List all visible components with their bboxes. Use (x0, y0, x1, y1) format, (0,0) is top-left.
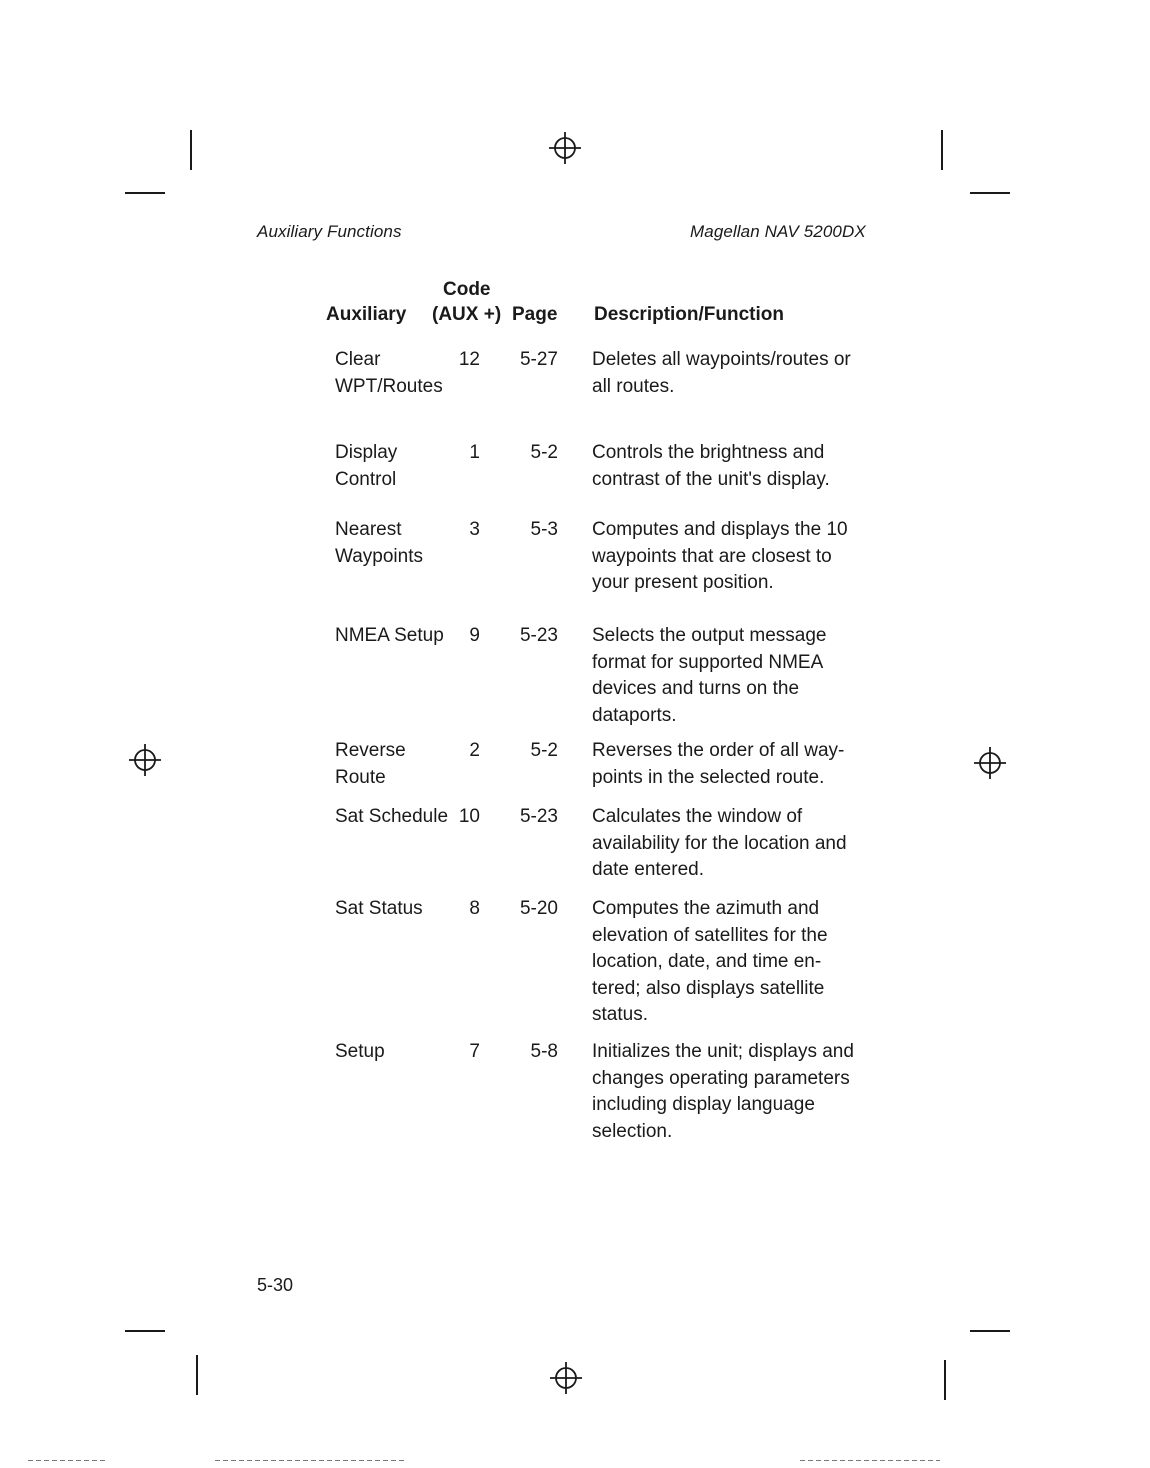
crop-mark-bottom-right-horizontal (970, 1330, 1010, 1332)
row-description: Initializes the unit; displays and changes operating parameters including display language selection. (592, 1041, 854, 1142)
crop-mark-bottom-left-vertical (196, 1355, 198, 1395)
scan-edge-artifact (800, 1460, 940, 1461)
running-header-section: Auxiliary Functions (257, 222, 402, 241)
row-code: 2 (469, 740, 480, 761)
row-description: Calculates the window of availability for the location and date entered. (592, 806, 847, 880)
row-auxiliary-name: Display Control (335, 442, 398, 490)
running-header-title: Magellan NAV 5200DX (690, 222, 866, 241)
row-code: 3 (469, 519, 480, 540)
row-description: Computes the azimuth and elevation of satellites for the location, date, and time en-tered; also displays satellite status. (592, 898, 828, 1025)
row-page: 5-2 (530, 442, 558, 463)
row-page: 5-23 (519, 625, 558, 646)
crop-mark-top-right-horizontal (970, 192, 1010, 194)
row-auxiliary-name: Clear WPT/Routes (335, 349, 443, 397)
row-code: 1 (469, 442, 480, 463)
row-auxiliary-name: Sat Schedule (335, 806, 449, 827)
row-description: Selects the output message format for supported NMEA devices and turns on the dataports. (592, 625, 827, 726)
crop-mark-bottom-right-vertical (944, 1360, 946, 1400)
crosshair-registration-mark-icon (970, 743, 1010, 783)
row-page: 5-3 (530, 519, 558, 540)
crosshair-registration-mark-icon (125, 740, 165, 780)
column-header-auxiliary: Auxiliary (326, 304, 407, 325)
crop-mark-top-right-vertical (941, 130, 943, 170)
page-number: 5-30 (257, 1275, 294, 1295)
row-auxiliary-name: Setup (335, 1041, 385, 1062)
row-auxiliary-name: Nearest Waypoints (335, 519, 423, 567)
crop-mark-top-left-horizontal (125, 192, 165, 194)
row-page: 5-23 (519, 806, 558, 827)
row-code: 12 (458, 349, 480, 370)
row-auxiliary-name: NMEA Setup (335, 625, 444, 646)
crop-mark-top-left-vertical (190, 130, 192, 170)
row-description: Reverses the order of all way-points in the selected route. (592, 740, 845, 788)
column-header-code-bottom: (AUX +) (432, 304, 502, 325)
row-page: 5-20 (519, 898, 558, 919)
column-header-description: Description/Function (594, 304, 784, 325)
row-page: 5-27 (519, 349, 558, 370)
scan-edge-artifact (215, 1460, 405, 1461)
scan-edge-artifact (28, 1460, 108, 1461)
column-header-page: Page (512, 304, 558, 325)
row-code: 8 (469, 898, 480, 919)
row-code: 9 (469, 625, 480, 646)
row-description: Deletes all waypoints/routes or all routes. (592, 349, 851, 397)
row-description: Controls the brightness and contrast of the unit's display. (592, 442, 830, 490)
row-page: 5-8 (530, 1041, 558, 1062)
column-header-code-top: Code (443, 279, 491, 300)
row-page: 5-2 (530, 740, 558, 761)
crosshair-registration-mark-icon (546, 1358, 586, 1398)
row-auxiliary-name: Sat Status (335, 898, 423, 919)
crop-mark-bottom-left-horizontal (125, 1330, 165, 1332)
row-description: Computes and displays the 10 waypoints that are closest to your present position. (592, 519, 848, 593)
row-auxiliary-name: Reverse Route (335, 740, 406, 788)
row-code: 10 (458, 806, 480, 827)
row-code: 7 (469, 1041, 480, 1062)
crosshair-registration-mark-icon (545, 128, 585, 168)
